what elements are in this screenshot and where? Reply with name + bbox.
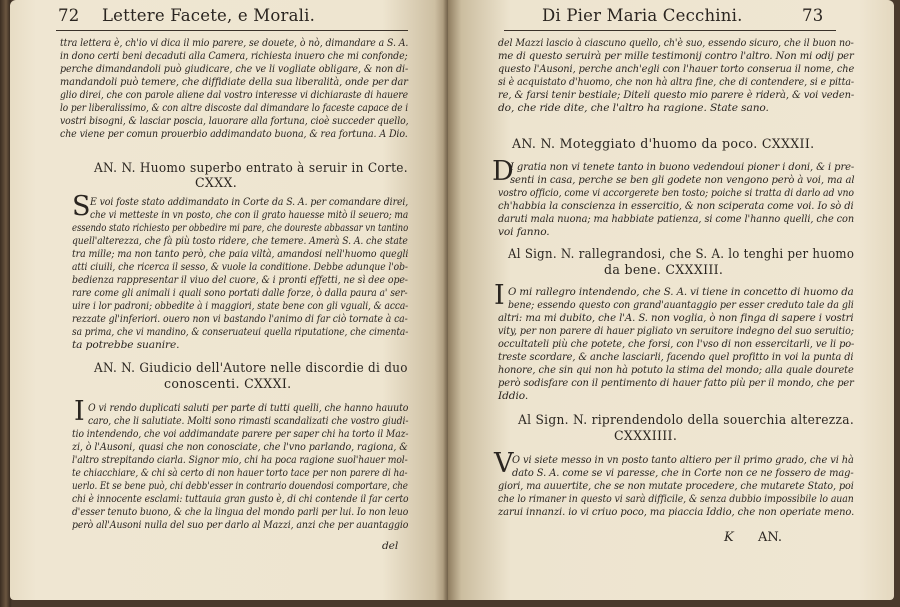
text-line: uerlo. Et se bene può, chi debb'esser in contrario douendosi comportare, che (72, 480, 408, 492)
text-line: treste scordare, & anche lasciarli, facendo quel profitto in voi la punta di (498, 351, 854, 363)
text-line: del Mazzi lascio à ciascuno quello, ch'è suo, essendo sicuro, che il buon no- (498, 37, 854, 49)
text-line: do, che ride dite, che l'altro ha ragione. State sano. (498, 102, 769, 114)
text-line: occultateli più che potete, che forsi, con l'vso di non essercitarli, ve li po- (498, 338, 855, 350)
text-line: rare come gli animali i quali sono portati dalle forze, ò dalla paura a' ser- (72, 287, 408, 299)
left-page-number: 72 (58, 6, 80, 25)
letter-heading: Al Sign. N. rallegrandosi, che S. A. lo tenghi per huomo (508, 246, 855, 261)
text-line: caro, che li salutiate. Molti sono rimasti scandalizati che vostro giudi- (88, 415, 409, 427)
signature-mark: K (724, 530, 734, 545)
text-line: ttra lettera è, ch'io vi dica il mio parere, se douete, ò nò, dimandare a S. A. (60, 37, 409, 49)
text-line: uire i lor padroni; obbedite à i maggiori, state bene con gli vguali, & acca- (72, 300, 409, 312)
left-head-rule (56, 30, 408, 31)
text-line: bene; essendo questo con grand'auantaggio per esser creduto tale da gli (508, 299, 854, 311)
right-head-rule (504, 30, 836, 31)
text-line: O vi rendo duplicati saluti per parte di tutti quelli, che hanno hauuto (88, 402, 409, 414)
text-line: re, & farsi tenir bestiale; Diteli questo mio parere è riderà, & voi veden- (498, 89, 855, 101)
text-line: bedienza rappresentar il viuo del cuore, & i pronti effetti, ne sì dee ope- (72, 274, 408, 286)
text-line: perche dimandandoli può giudicare, che ve li vogliate obligare, & non di- (60, 63, 409, 75)
drop-cap: D (492, 156, 514, 187)
text-line: che lo rimaner in questo vi sarà difficile, & senza dubbio impossibile lo auan (498, 493, 854, 505)
text-line: glio direi, che con parole aliene dal vostro interesse vi dichiaraste di hauere (60, 89, 408, 101)
text-line: essendo stato richiesto per obbedire mi pare, che doureste abbassar vn tantino (72, 222, 409, 234)
text-line: tio intendendo, che voi addimandate parere per saper chi ha torto il Maz- (72, 428, 409, 440)
catchword: del (382, 540, 399, 552)
right-running-title: Di Pier Maria Cecchini. (542, 6, 743, 25)
text-line: tra mille; ma non tanto però, che paia viltà, amandosi nell'huomo quegli (72, 248, 409, 260)
text-line: dato S. A. come se vi paresse, che in Corte non ce ne fossero de mag- (512, 467, 854, 479)
text-line: daruti mala nuona; ma habbiate patienza, si come l'hanno quelli, che con (498, 213, 855, 225)
text-line: ta potrebbe suanire. (72, 339, 180, 351)
text-line: me di questo seruirà per mille testimonij contro l'altro. Non mi odij per (498, 50, 854, 62)
letter-heading: AN. N. Huomo superbo entrato à seruir in Corte. (94, 160, 408, 175)
text-line: vity, per non parere di hauer pigliato vn seruitore indegno del suo seruitio; (498, 325, 854, 337)
text-line: lo per liberalissimo, & con altre discoste dal dimandare lo faceste capace de i (60, 102, 409, 114)
letter-numeral: CXXX. (195, 175, 238, 190)
letter-heading-continued: da bene. CXXXIII. (604, 262, 724, 277)
text-line: honore, che sin qui non hà potuto la stima del mondo; alla quale dourete (498, 364, 854, 376)
left-running-title: Lettere Facete, e Morali. (102, 6, 316, 25)
text-line: voi fanno. (498, 226, 550, 238)
text-line: Iddio. (498, 390, 529, 402)
text-line: in dono certi beni decaduti alla Camera, richiesta inuero che mi confonde; (60, 50, 408, 62)
text-line: sa prima, che vi mandino, & conseruateui quella riputatione, che cimenta- (72, 326, 409, 338)
text-line: O mi rallegro intendendo, che S. A. vi tiene in concetto di huomo da (508, 286, 854, 298)
text-line: rezzate gl'inferiori. ouero non vi bastando l'animo di far ciò tornate à ca- (72, 313, 408, 325)
letter-numeral: CXXXIIII. (614, 428, 678, 443)
drop-cap: V (494, 448, 514, 479)
text-line: l'altro strepitando ciarla. Signor mio, chi ha poca ragione suol'hauer mol- (72, 454, 408, 466)
text-line: I gratia non vi tenete tanto in buono vedendoui pioner i doni, & i pre- (510, 161, 855, 173)
text-line: senti in casa, perche se ben gli godete non vengono però à voi, ma al (510, 174, 855, 186)
right-page (448, 0, 894, 600)
drop-cap: I (74, 396, 85, 427)
text-line: O vi siete messo in vn posto tanto altiero per il primo grado, che vi hà (512, 454, 854, 466)
text-line: vostro officio, come vi accorgerete ben tosto; poiche si tratta di darlo ad vno (498, 187, 854, 199)
text-line: però sodisfare con il pentimento di hauer fatto più per il mondo, che per (498, 377, 854, 389)
right-page-number: 73 (802, 6, 824, 25)
text-line: che viene per comun prouerbio addimandato buona, & rea fortuna. A Dio. (60, 128, 408, 140)
text-line: mandandoli può temere, che diffidiate della sua liberalità, onde per dar (60, 76, 408, 88)
catchword: AN. (758, 530, 783, 545)
text-line: d'esser tenuto buono, & che la lingua del mondo parli per lui. Io non leuo (72, 506, 409, 518)
text-line: però all'Ausoni nulla del suo per darlo al Mazzi, anzi che per auantaggio (72, 519, 409, 531)
text-line: si è acquistato d'huomo, che non hà altra fine, che di contendere, si e pitta- (498, 76, 855, 88)
letter-heading-continued: conoscenti. CXXXI. (164, 376, 292, 391)
text-line: altri: ma mi dubito, che l'A. S. non voglia, ò non finga di sapere i vostri (498, 312, 854, 324)
drop-cap: S (72, 191, 91, 222)
text-line: te chiacchiare, & chi sà certo di non hauer torto tace per non parere di ha- (72, 467, 408, 479)
text-line: vostri bisogni, & lasciar poscia, lauorare alla fortuna, cioè succeder quello, (60, 115, 409, 127)
text-line: zi, ò l'Ausoni, quasi che non conosciate, che l'vno parlando, ragiona, & (72, 441, 408, 453)
text-line: chi è innocente esclami: tuttauia gran gusto è, di chi contende il far certo (72, 493, 409, 505)
letter-heading: AN. N. Moteggiato d'huomo da poco. CXXXII. (512, 136, 815, 151)
text-line: ch'habbia la conscienza in essercitio, & non sciperata come voi. Io sò di (498, 200, 854, 212)
text-line: questo l'Ausoni, perche anch'egli con l'hauer torto conserua il nome, che (498, 63, 855, 75)
drop-cap: I (494, 280, 505, 311)
text-line: giori, ma auuertite, che se non mutate procedere, che mutarete Stato, poi (498, 480, 854, 492)
text-line: E voi foste stato addimandato in Corte da S. A. per comandare direi, (90, 196, 409, 208)
text-line: zarui innanzi. io vi criuo poco, ma piaccia Iddio, che non operiate meno. (498, 506, 855, 518)
text-line: quell'alterezza, che fà più tosto ridere, che temere. Amerà S. A. che state (72, 235, 408, 247)
letter-heading: Al Sign. N. riprendendolo della souerchia alterezza. (518, 412, 855, 427)
text-line: atti ciuili, che ricerca il sesso, & vuole la conditione. Debbe adunque l'ob- (72, 261, 408, 273)
letter-heading: AN. N. Giudicio dell'Autore nelle discordie di duo (94, 360, 408, 375)
text-line: che vi metteste in vn posto, che con il grato hauesse mitò il seuero; ma (90, 209, 409, 221)
left-page (10, 0, 448, 600)
